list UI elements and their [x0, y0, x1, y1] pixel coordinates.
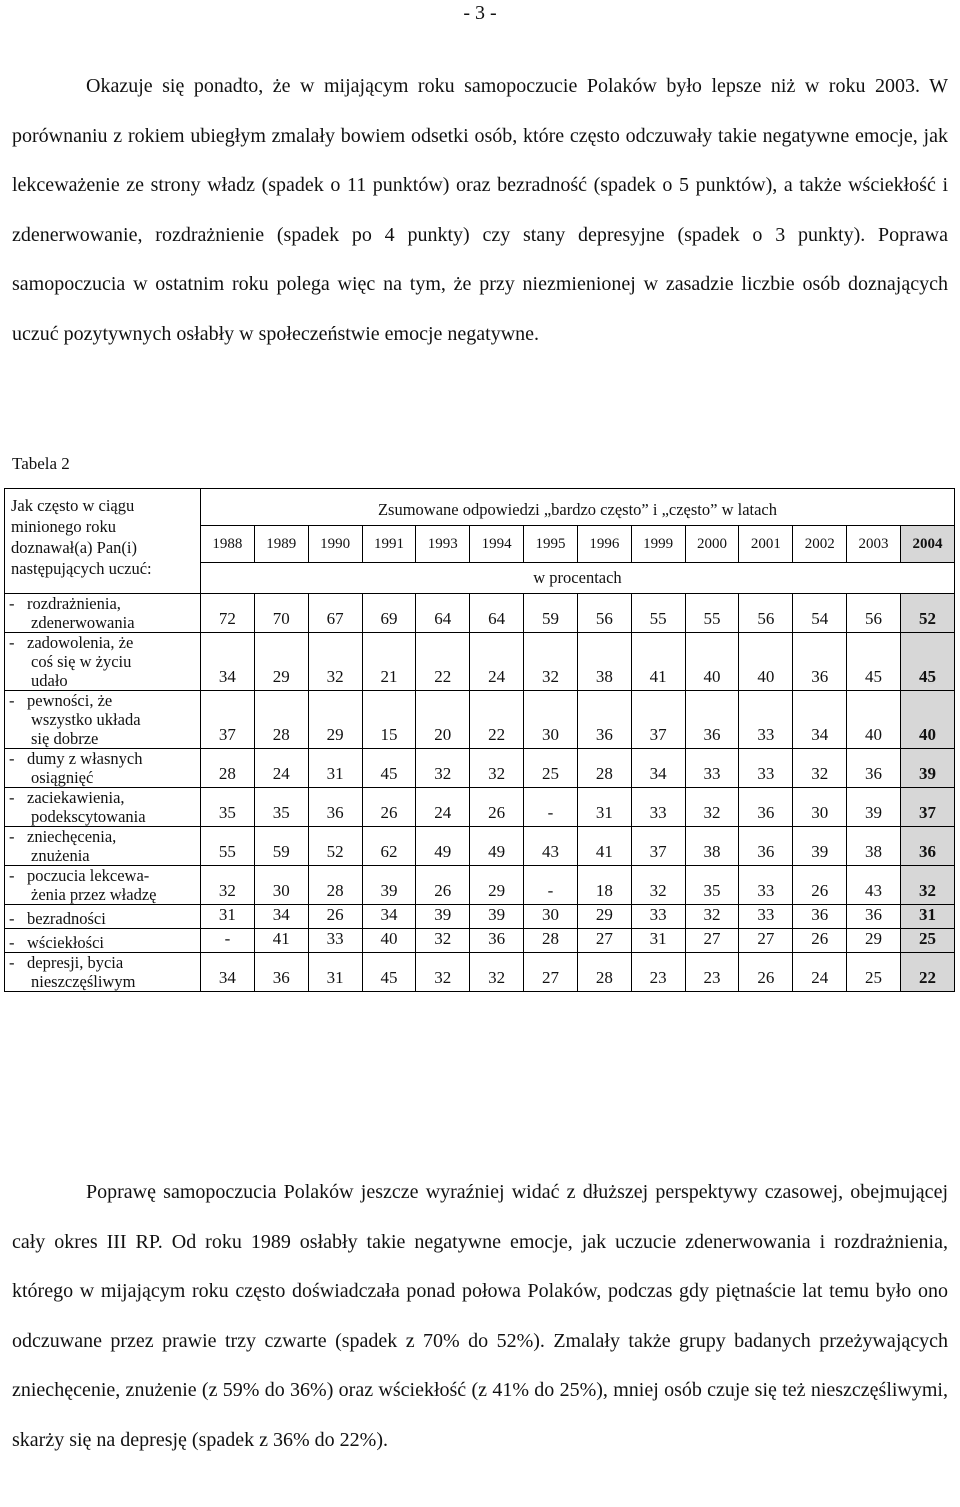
table-cell: 45: [362, 953, 416, 992]
bullet-dash: -: [9, 953, 15, 972]
year-header: 1991: [362, 526, 416, 563]
table-cell: 40: [685, 633, 739, 691]
table-cell: 72: [201, 594, 255, 633]
table-cell: 23: [631, 953, 685, 992]
row-label-line: udało: [31, 671, 68, 690]
table-cell: 33: [631, 788, 685, 827]
table-cell: 24: [793, 953, 847, 992]
table-cell: 31: [308, 749, 362, 788]
table-cell: 25: [900, 929, 954, 953]
table-cell: 36: [900, 827, 954, 866]
table-cell: 54: [793, 594, 847, 633]
table-cell: 45: [900, 633, 954, 691]
table-row: [5, 866, 955, 905]
table-cell: 32: [308, 633, 362, 691]
row-label-line: bezradności: [27, 909, 106, 928]
table-cell: 31: [900, 905, 954, 929]
row-label-line: nieszczęśliwym: [31, 972, 136, 991]
table-cell: 27: [524, 953, 578, 992]
row-label-line: się dobrze: [31, 729, 99, 748]
table-cell: 35: [201, 788, 255, 827]
table-cell: 56: [739, 594, 793, 633]
table-corner-label: Jak często w ciągu minionego roku doznawał(a) Pan(i) następujących uczuć:: [5, 489, 201, 594]
table-cell: -: [201, 929, 255, 953]
table-cell: 36: [254, 953, 308, 992]
year-header: 1988: [201, 526, 255, 563]
table-cell: 36: [793, 905, 847, 929]
table-header-title: Zsumowane odpowiedzi „bardzo często” i „często” w latach: [201, 489, 955, 526]
table-cell: 32: [631, 866, 685, 905]
table-cell: 31: [308, 953, 362, 992]
table-cell: 26: [416, 866, 470, 905]
bullet-dash: -: [9, 691, 15, 710]
table-cell: 36: [470, 929, 524, 953]
table-cell: 26: [793, 866, 847, 905]
table-cell: 34: [254, 905, 308, 929]
row-label-line: zadowolenia, że: [27, 633, 134, 652]
table-cell: 26: [470, 788, 524, 827]
table-cell: 64: [470, 594, 524, 633]
table-cell: -: [524, 866, 578, 905]
row-label: [5, 905, 201, 929]
table-body: [5, 594, 955, 992]
table-cell: 41: [254, 929, 308, 953]
table-cell: 32: [685, 788, 739, 827]
conclusion-paragraph: [12, 1168, 948, 1465]
row-label-line: coś się w życiu: [31, 652, 132, 671]
intro-paragraph-text: Okazuje się ponadto, że w mijającym roku samopoczucie Polaków było lepsze niż w roku 2003. W porównaniu z rokiem ubiegłym zmalały bowiem odsetki osób, które często odczuwały takie negatywne emocje, jak lekceważenie ze strony władz (spadek o 11 punktów) oraz bezradność (spadek o 5 punktów), a także wściekłość i zdenerwowanie, rozdrażnienie (spadek po 4 punkty) czy stany depresyjne (spadek o 3 punkty). Poprawa samopoczucia w ostatnim roku polega więc na tym, że przy niezmienionej w zasadzie liczbie osób doznających uczuć pozytywnych osłabły w społeczeństwie emocje negatywne.: [12, 75, 948, 345]
table-cell: 25: [847, 953, 901, 992]
table-cell: 36: [577, 691, 631, 749]
table-cell: 29: [470, 866, 524, 905]
table-cell: 33: [739, 866, 793, 905]
year-header: 1993: [416, 526, 470, 563]
table-cell: 26: [793, 929, 847, 953]
table-cell: 34: [201, 633, 255, 691]
table-cell: 18: [577, 866, 631, 905]
table-cell: 67: [308, 594, 362, 633]
table-row: [5, 594, 955, 633]
table-cell: 36: [793, 633, 847, 691]
table-cell: 28: [577, 953, 631, 992]
row-label: [5, 691, 201, 749]
table-cell: 31: [577, 788, 631, 827]
table-cell: 32: [416, 929, 470, 953]
year-header: 1990: [308, 526, 362, 563]
table-cell: 43: [524, 827, 578, 866]
table-cell: 33: [685, 749, 739, 788]
table-cell: 35: [685, 866, 739, 905]
year-header: 2004: [900, 526, 954, 563]
table-cell: 30: [254, 866, 308, 905]
table-cell: 32: [524, 633, 578, 691]
table-cell: 37: [631, 691, 685, 749]
row-label-line: depresji, bycia: [27, 953, 124, 972]
table-cell: 32: [416, 749, 470, 788]
table-cell: 21: [362, 633, 416, 691]
table-cell: 27: [739, 929, 793, 953]
bullet-dash: -: [9, 909, 15, 928]
table-cell: 29: [254, 633, 308, 691]
table-cell: 32: [793, 749, 847, 788]
table-cell: 20: [416, 691, 470, 749]
table-row: [5, 788, 955, 827]
table-cell: 36: [847, 749, 901, 788]
table-cell: 40: [900, 691, 954, 749]
table-cell: 49: [470, 827, 524, 866]
table-cell: 59: [524, 594, 578, 633]
row-label: [5, 594, 201, 633]
table-cell: 35: [254, 788, 308, 827]
table-cell: 59: [254, 827, 308, 866]
table-cell: 30: [524, 905, 578, 929]
table-cell: 39: [470, 905, 524, 929]
bullet-dash: -: [9, 749, 15, 768]
table-cell: 40: [847, 691, 901, 749]
table-cell: 32: [201, 866, 255, 905]
bullet-dash: -: [9, 633, 15, 652]
row-label: [5, 929, 201, 953]
table-cell: 40: [739, 633, 793, 691]
table-cell: 37: [201, 691, 255, 749]
table-cell: 49: [416, 827, 470, 866]
table-cell: 32: [900, 866, 954, 905]
table-row: [5, 905, 955, 929]
table-cell: 22: [900, 953, 954, 992]
table-cell: 38: [577, 633, 631, 691]
table-cell: 33: [308, 929, 362, 953]
table-cell: 38: [847, 827, 901, 866]
table-cell: 32: [470, 953, 524, 992]
table-cell: 55: [631, 594, 685, 633]
table-cell: 34: [793, 691, 847, 749]
table-cell: 26: [739, 953, 793, 992]
table-row: [5, 633, 955, 691]
bullet-dash: -: [9, 594, 15, 613]
year-header: 1994: [470, 526, 524, 563]
table-cell: 55: [685, 594, 739, 633]
table-cell: 39: [416, 905, 470, 929]
table-cell: 41: [577, 827, 631, 866]
table-cell: 34: [362, 905, 416, 929]
table-row: [5, 749, 955, 788]
table-cell: 37: [900, 788, 954, 827]
year-header: 1999: [631, 526, 685, 563]
table-row: [5, 691, 955, 749]
table-cell: 40: [362, 929, 416, 953]
table-cell: 28: [524, 929, 578, 953]
table-cell: -: [524, 788, 578, 827]
table-cell: 28: [254, 691, 308, 749]
table-cell: 28: [577, 749, 631, 788]
table-cell: 15: [362, 691, 416, 749]
table-cell: 36: [847, 905, 901, 929]
row-label: [5, 953, 201, 992]
table-cell: 31: [201, 905, 255, 929]
table-cell: 56: [577, 594, 631, 633]
table-cell: 33: [739, 749, 793, 788]
table-cell: 39: [793, 827, 847, 866]
table-cell: 31: [631, 929, 685, 953]
emotions-table: [4, 488, 955, 992]
table-cell: 70: [254, 594, 308, 633]
page-number: - 3 -: [463, 2, 497, 24]
table-cell: 30: [524, 691, 578, 749]
table-cell: 24: [470, 633, 524, 691]
table-cell: 33: [631, 905, 685, 929]
table-cell: 28: [201, 749, 255, 788]
table-cell: 52: [900, 594, 954, 633]
table-cell: 56: [847, 594, 901, 633]
conclusion-paragraph-text: Poprawę samopoczucia Polaków jeszcze wyraźniej widać z dłuższej perspektywy czasowej, obejmującej cały okres III RP. Od roku 1989 osłabły takie negatywne emocje, jak uczucie zdenerwowania i rozdrażnienia, którego w mijającym roku często doświadczała ponad połowa Polaków, podczas gdy piętnaście lat temu było ono odczuwane przez prawie trzy czwarte (spadek z 70% do 52%). Zmalały także grupy badanych przeżywających zniechęcenie, znużenie (z 59% do 36%) oraz wściekłość (z 41% do 25%), mniej osób czuje się też nieszczęśliwymi, skarży się na depresję (spadek z 36% do 22%).: [12, 1181, 948, 1451]
table-cell: 36: [685, 691, 739, 749]
table-cell: 27: [577, 929, 631, 953]
year-header: 2000: [685, 526, 739, 563]
table-cell: 45: [362, 749, 416, 788]
table-cell: 22: [416, 633, 470, 691]
table-cell: 39: [900, 749, 954, 788]
table-cell: 41: [631, 633, 685, 691]
row-label: [5, 749, 201, 788]
table-cell: 36: [739, 788, 793, 827]
row-label-line: zniechęcenia,: [27, 827, 117, 846]
table-cell: 34: [201, 953, 255, 992]
table-cell: 32: [416, 953, 470, 992]
table-cell: 22: [470, 691, 524, 749]
table-cell: 36: [739, 827, 793, 866]
table-cell: 24: [254, 749, 308, 788]
table-cell: 43: [847, 866, 901, 905]
table-cell: 55: [201, 827, 255, 866]
table-cell: 33: [739, 691, 793, 749]
year-header: 1995: [524, 526, 578, 563]
table-cell: 32: [470, 749, 524, 788]
year-header: 2002: [793, 526, 847, 563]
table-cell: 28: [308, 866, 362, 905]
row-label-line: dumy z własnych: [27, 749, 143, 768]
table-row: [5, 953, 955, 992]
table-unit-label: w procentach: [201, 563, 955, 594]
year-header: 2001: [739, 526, 793, 563]
table-cell: 33: [739, 905, 793, 929]
row-label: [5, 788, 201, 827]
table-cell: 32: [685, 905, 739, 929]
table-cell: 69: [362, 594, 416, 633]
row-label-line: poczucia lekcewa-: [27, 866, 150, 885]
row-label-line: rozdrażnienia,: [27, 594, 121, 613]
row-label-line: podekscytowania: [31, 807, 146, 826]
row-label-line: pewności, że: [27, 691, 113, 710]
row-label-line: żenia przez władzę: [31, 885, 157, 904]
table-cell: 62: [362, 827, 416, 866]
table-cell: 39: [847, 788, 901, 827]
table-cell: 27: [685, 929, 739, 953]
row-label-line: wściekłości: [27, 933, 104, 952]
table-cell: 52: [308, 827, 362, 866]
table-caption: Tabela 2: [12, 454, 70, 473]
table-cell: 64: [416, 594, 470, 633]
table-cell: 29: [847, 929, 901, 953]
table-cell: 38: [685, 827, 739, 866]
row-label-line: zaciekawienia,: [27, 788, 125, 807]
table-cell: 37: [631, 827, 685, 866]
row-label: [5, 866, 201, 905]
table-cell: 39: [362, 866, 416, 905]
row-label-line: znużenia: [31, 846, 90, 865]
year-header: 2003: [847, 526, 901, 563]
table-cell: 29: [577, 905, 631, 929]
table-cell: 34: [631, 749, 685, 788]
table-cell: 26: [362, 788, 416, 827]
table-cell: 45: [847, 633, 901, 691]
row-label-line: zdenerwowania: [31, 613, 135, 632]
intro-paragraph: [12, 62, 948, 359]
row-label: [5, 827, 201, 866]
bullet-dash: -: [9, 827, 15, 846]
table-cell: 24: [416, 788, 470, 827]
row-label-line: wszystko układa: [31, 710, 141, 729]
table-cell: 23: [685, 953, 739, 992]
table-row: [5, 929, 955, 953]
table-cell: 29: [308, 691, 362, 749]
year-header: 1989: [254, 526, 308, 563]
table-cell: 25: [524, 749, 578, 788]
year-header: 1996: [577, 526, 631, 563]
bullet-dash: -: [9, 788, 15, 807]
bullet-dash: -: [9, 866, 15, 885]
table-cell: 26: [308, 905, 362, 929]
row-label: [5, 633, 201, 691]
row-label-line: osiągnięć: [31, 768, 94, 787]
table-cell: 36: [308, 788, 362, 827]
table-cell: 30: [793, 788, 847, 827]
bullet-dash: -: [9, 933, 15, 952]
table-row: [5, 827, 955, 866]
